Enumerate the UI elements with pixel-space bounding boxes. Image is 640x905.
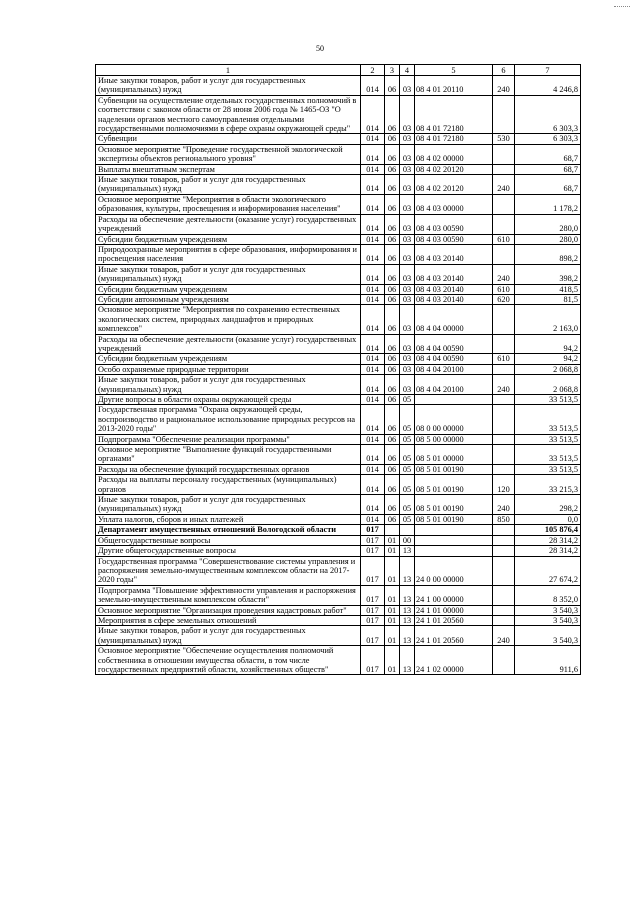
row-pr-cell: 13 (400, 615, 415, 625)
row-rz-cell (385, 525, 400, 535)
row-sum-cell: 33 513,5 (515, 464, 581, 474)
row-csr-cell: 08 5 01 00000 (415, 445, 493, 465)
row-sum-cell: 418,5 (515, 284, 581, 294)
table-row (96, 605, 581, 615)
table-row (96, 434, 581, 444)
row-vr-cell (493, 194, 515, 214)
row-name-cell: Расходы на выплаты персоналу государственных (муниципальных) органов (96, 475, 361, 495)
row-sum-cell: 0,0 (515, 514, 581, 524)
row-name-cell: Подпрограмма "Обеспечение реализации программы" (96, 434, 361, 444)
row-pr-cell: 03 (400, 375, 415, 395)
row-name-cell: Государственная программа "Совершенствование системы управления и распоряжения земельно-имущественным комплексом области на 2017-2020 годы" (96, 556, 361, 585)
row-rz-cell: 06 (385, 305, 400, 334)
row-name-cell: Основное мероприятие "Выполнение функций государственными органами" (96, 445, 361, 465)
row-pr-cell: 13 (400, 546, 415, 556)
row-grbs-cell: 014 (361, 194, 385, 214)
row-csr-cell: 08 4 04 20100 (415, 375, 493, 395)
row-rz-cell: 06 (385, 364, 400, 374)
row-csr-cell: 08 4 02 00000 (415, 144, 493, 164)
row-grbs-cell: 014 (361, 144, 385, 164)
table-row (96, 334, 581, 354)
table-row (96, 556, 581, 585)
row-vr-cell (493, 464, 515, 474)
row-grbs-cell: 014 (361, 405, 385, 434)
row-grbs-cell: 017 (361, 535, 385, 545)
row-grbs-cell: 014 (361, 134, 385, 144)
row-grbs-cell: 014 (361, 354, 385, 364)
row-sum-cell: 68,7 (515, 164, 581, 174)
row-vr-cell (493, 434, 515, 444)
row-rz-cell: 06 (385, 334, 400, 354)
row-csr-cell: 08 5 01 00190 (415, 475, 493, 495)
table-row (96, 144, 581, 164)
row-grbs-cell: 014 (361, 284, 385, 294)
row-pr-cell: 03 (400, 244, 415, 264)
table-row (96, 395, 581, 405)
row-pr-cell: 03 (400, 164, 415, 174)
row-pr-cell: 05 (400, 395, 415, 405)
row-name-cell: Природоохранные мероприятия в сфере образования, информирования и просвещения населения (96, 244, 361, 264)
row-pr-cell: 05 (400, 445, 415, 465)
row-csr-cell: 08 5 01 00190 (415, 495, 493, 515)
row-rz-cell: 06 (385, 375, 400, 395)
row-name-cell: Субсидии бюджетным учреждениям (96, 284, 361, 294)
row-name-cell: Подпрограмма "Повышение эффективности управления и распоряжения земельно-имущественным комплексом области" (96, 585, 361, 605)
row-pr-cell: 03 (400, 364, 415, 374)
table-row (96, 164, 581, 174)
row-vr-cell: 620 (493, 294, 515, 304)
row-rz-cell: 06 (385, 214, 400, 234)
row-csr-cell: 24 1 01 00000 (415, 605, 493, 615)
row-sum-cell: 1 178,2 (515, 194, 581, 214)
row-pr-cell: 13 (400, 605, 415, 615)
row-sum-cell: 3 540,3 (515, 615, 581, 625)
row-grbs-cell: 014 (361, 244, 385, 264)
row-csr-cell: 08 4 03 00000 (415, 194, 493, 214)
row-sum-cell: 94,2 (515, 334, 581, 354)
row-grbs-cell: 014 (361, 164, 385, 174)
row-rz-cell: 01 (385, 546, 400, 556)
row-sum-cell: 6 303,3 (515, 134, 581, 144)
header-name: 1 (96, 65, 361, 76)
row-pr-cell: 03 (400, 284, 415, 294)
row-pr-cell: 13 (400, 646, 415, 675)
row-pr-cell: 00 (400, 535, 415, 545)
table-row (96, 214, 581, 234)
row-sum-cell: 68,7 (515, 144, 581, 164)
row-pr-cell: 03 (400, 144, 415, 164)
row-vr-cell: 120 (493, 475, 515, 495)
row-vr-cell (493, 445, 515, 465)
row-rz-cell: 06 (385, 284, 400, 294)
row-rz-cell: 01 (385, 626, 400, 646)
row-grbs-cell: 014 (361, 234, 385, 244)
row-csr-cell: 08 4 01 72180 (415, 95, 493, 134)
row-vr-cell (493, 144, 515, 164)
row-sum-cell: 911,6 (515, 646, 581, 675)
row-pr-cell: 05 (400, 514, 415, 524)
row-csr-cell: 24 1 02 00000 (415, 646, 493, 675)
table-row (96, 76, 581, 96)
row-name-cell: Иные закупки товаров, работ и услуг для государственных (муниципальных) нужд (96, 264, 361, 284)
row-pr-cell: 03 (400, 334, 415, 354)
row-csr-cell: 08 4 02 20120 (415, 164, 493, 174)
row-vr-cell (493, 395, 515, 405)
table-row (96, 194, 581, 214)
row-sum-cell: 33 215,3 (515, 475, 581, 495)
row-sum-cell: 4 246,8 (515, 76, 581, 96)
table-row (96, 95, 581, 134)
row-grbs-cell: 014 (361, 214, 385, 234)
row-vr-cell: 610 (493, 284, 515, 294)
header-grbs: 2 (361, 65, 385, 76)
row-pr-cell: 03 (400, 76, 415, 96)
row-rz-cell: 06 (385, 354, 400, 364)
row-sum-cell: 298,2 (515, 495, 581, 515)
row-name-cell: Иные закупки товаров, работ и услуг для государственных (муниципальных) нужд (96, 495, 361, 515)
row-grbs-cell: 017 (361, 525, 385, 535)
row-csr-cell: 08 5 00 00000 (415, 434, 493, 444)
row-name-cell: Иные закупки товаров, работ и услуг для государственных (муниципальных) нужд (96, 375, 361, 395)
row-vr-cell (493, 95, 515, 134)
row-name-cell: Иные закупки товаров, работ и услуг для государственных (муниципальных) нужд (96, 76, 361, 96)
table-header-row (96, 65, 581, 76)
row-sum-cell: 3 540,3 (515, 626, 581, 646)
row-rz-cell: 06 (385, 175, 400, 195)
table-row (96, 615, 581, 625)
table-row (96, 546, 581, 556)
row-rz-cell: 01 (385, 646, 400, 675)
table-row (96, 234, 581, 244)
row-grbs-cell: 014 (361, 464, 385, 474)
row-csr-cell (415, 546, 493, 556)
row-sum-cell: 33 513,5 (515, 434, 581, 444)
table-row (96, 364, 581, 374)
table-row (96, 535, 581, 545)
row-name-cell: Расходы на обеспечение функций государственных органов (96, 464, 361, 474)
row-pr-cell: 03 (400, 305, 415, 334)
row-rz-cell: 06 (385, 164, 400, 174)
row-vr-cell (493, 615, 515, 625)
table-row (96, 405, 581, 434)
row-name-cell: Иные закупки товаров, работ и услуг для государственных (муниципальных) нужд (96, 626, 361, 646)
row-grbs-cell: 014 (361, 264, 385, 284)
row-grbs-cell: 017 (361, 546, 385, 556)
row-pr-cell: 03 (400, 264, 415, 284)
row-csr-cell: 08 4 02 20120 (415, 175, 493, 195)
header-rz: 3 (385, 65, 400, 76)
scan-corner-mark (614, 6, 630, 11)
row-vr-cell (493, 214, 515, 234)
row-csr-cell: 08 5 01 00190 (415, 514, 493, 524)
header-csr: 5 (415, 65, 493, 76)
row-pr-cell: 03 (400, 175, 415, 195)
row-pr-cell: 03 (400, 294, 415, 304)
table-row (96, 626, 581, 646)
row-rz-cell: 06 (385, 194, 400, 214)
table-row (96, 646, 581, 675)
row-csr-cell: 08 4 04 00000 (415, 305, 493, 334)
row-vr-cell: 850 (493, 514, 515, 524)
row-pr-cell: 03 (400, 134, 415, 144)
row-pr-cell: 05 (400, 405, 415, 434)
row-grbs-cell: 014 (361, 334, 385, 354)
table-row (96, 475, 581, 495)
row-grbs-cell: 017 (361, 585, 385, 605)
row-sum-cell: 2 068,8 (515, 375, 581, 395)
row-sum-cell: 280,0 (515, 214, 581, 234)
row-name-cell: Другие общегосударственные вопросы (96, 546, 361, 556)
row-grbs-cell: 014 (361, 434, 385, 444)
row-name-cell: Общегосударственные вопросы (96, 535, 361, 545)
row-name-cell: Основное мероприятие "Проведение государственной экологической экспертизы объектов регионального уровня" (96, 144, 361, 164)
row-grbs-cell: 017 (361, 556, 385, 585)
row-csr-cell: 08 4 03 00590 (415, 234, 493, 244)
row-csr-cell: 08 4 03 20140 (415, 264, 493, 284)
row-csr-cell: 08 4 03 20140 (415, 284, 493, 294)
row-rz-cell: 01 (385, 605, 400, 615)
row-vr-cell (493, 164, 515, 174)
row-rz-cell: 06 (385, 95, 400, 134)
row-sum-cell: 68,7 (515, 175, 581, 195)
row-rz-cell: 06 (385, 244, 400, 264)
table-row (96, 175, 581, 195)
header-vr: 6 (493, 65, 515, 76)
row-sum-cell: 28 314,2 (515, 546, 581, 556)
row-sum-cell: 398,2 (515, 264, 581, 284)
row-sum-cell: 898,2 (515, 244, 581, 264)
table-body (96, 76, 581, 675)
header-sum: 7 (515, 65, 581, 76)
row-name-cell: Субвенции (96, 134, 361, 144)
row-pr-cell: 13 (400, 585, 415, 605)
row-rz-cell: 06 (385, 294, 400, 304)
row-csr-cell: 08 0 00 00000 (415, 405, 493, 434)
row-name-cell: Расходы на обеспечение деятельности (оказание услуг) государственных учреждений (96, 214, 361, 234)
row-csr-cell (415, 525, 493, 535)
row-vr-cell: 530 (493, 134, 515, 144)
budget-table (95, 64, 581, 675)
row-vr-cell (493, 585, 515, 605)
row-pr-cell: 03 (400, 234, 415, 244)
row-vr-cell (493, 525, 515, 535)
table-row (96, 294, 581, 304)
row-csr-cell: 08 4 03 00590 (415, 214, 493, 234)
table-row (96, 305, 581, 334)
row-vr-cell: 610 (493, 354, 515, 364)
row-csr-cell: 08 4 01 72180 (415, 134, 493, 144)
table-row (96, 264, 581, 284)
table-row (96, 354, 581, 364)
row-sum-cell: 94,2 (515, 354, 581, 364)
table-row (96, 585, 581, 605)
row-rz-cell: 06 (385, 464, 400, 474)
row-csr-cell (415, 535, 493, 545)
row-rz-cell: 06 (385, 445, 400, 465)
row-vr-cell (493, 646, 515, 675)
row-grbs-cell: 014 (361, 95, 385, 134)
row-csr-cell: 24 1 01 20560 (415, 626, 493, 646)
row-grbs-cell: 014 (361, 395, 385, 405)
row-vr-cell (493, 535, 515, 545)
row-vr-cell (493, 334, 515, 354)
row-name-cell: Особо охраняемые природные территории (96, 364, 361, 374)
row-rz-cell: 06 (385, 76, 400, 96)
row-vr-cell: 610 (493, 234, 515, 244)
row-rz-cell: 06 (385, 514, 400, 524)
row-grbs-cell: 014 (361, 294, 385, 304)
row-grbs-cell: 014 (361, 76, 385, 96)
row-name-cell: Основное мероприятие "Мероприятия по сохранению естественных экологических систем, природных ландшафтов и природных комплексов" (96, 305, 361, 334)
row-grbs-cell: 014 (361, 514, 385, 524)
row-sum-cell: 33 513,5 (515, 445, 581, 465)
row-vr-cell: 240 (493, 626, 515, 646)
row-csr-cell: 08 4 03 20140 (415, 294, 493, 304)
row-rz-cell: 01 (385, 585, 400, 605)
row-vr-cell (493, 556, 515, 585)
row-name-cell: Мероприятия в сфере земельных отношений (96, 615, 361, 625)
table-row (96, 134, 581, 144)
row-name-cell: Другие вопросы в области охраны окружающей среды (96, 395, 361, 405)
row-vr-cell (493, 546, 515, 556)
row-csr-cell: 08 4 01 20110 (415, 76, 493, 96)
row-pr-cell: 03 (400, 214, 415, 234)
row-csr-cell: 08 4 04 20100 (415, 364, 493, 374)
row-grbs-cell: 017 (361, 605, 385, 615)
row-sum-cell: 2 068,8 (515, 364, 581, 374)
row-name-cell: Субвенции на осуществление отдельных государственных полномочий в соответствии с законом области от 28 июня 2006 года № 1465-ОЗ "О наделении органов местного самоуправления отдельными государственными полномочиями в сфере охраны окружающей среды" (96, 95, 361, 134)
row-pr-cell: 03 (400, 194, 415, 214)
table-row (96, 495, 581, 515)
row-sum-cell: 3 540,3 (515, 605, 581, 615)
header-pr: 4 (400, 65, 415, 76)
row-sum-cell: 27 674,2 (515, 556, 581, 585)
row-vr-cell: 240 (493, 76, 515, 96)
row-name-cell: Субсидии бюджетным учреждениям (96, 234, 361, 244)
row-rz-cell: 01 (385, 615, 400, 625)
row-vr-cell (493, 405, 515, 434)
row-name-cell: Расходы на обеспечение деятельности (оказание услуг) государственных учреждений (96, 334, 361, 354)
row-name-cell: Субсидии автономным учреждениям (96, 294, 361, 304)
row-rz-cell: 01 (385, 535, 400, 545)
table-row (96, 525, 581, 535)
row-rz-cell: 06 (385, 134, 400, 144)
row-grbs-cell: 017 (361, 615, 385, 625)
row-sum-cell: 33 513,5 (515, 405, 581, 434)
row-rz-cell: 06 (385, 144, 400, 164)
table-row (96, 445, 581, 465)
row-name-cell: Государственная программа "Охрана окружающей среды, воспроизводство и рациональное использование природных ресурсов на 2013-2020 годы" (96, 405, 361, 434)
row-rz-cell: 06 (385, 264, 400, 284)
row-grbs-cell: 014 (361, 364, 385, 374)
row-grbs-cell: 017 (361, 646, 385, 675)
row-grbs-cell: 014 (361, 475, 385, 495)
row-sum-cell: 33 513,5 (515, 395, 581, 405)
row-rz-cell: 06 (385, 234, 400, 244)
row-vr-cell (493, 244, 515, 264)
row-grbs-cell: 014 (361, 495, 385, 515)
row-name-cell: Департамент имущественных отношений Вологодской области (96, 525, 361, 535)
table-row (96, 464, 581, 474)
table-row (96, 284, 581, 294)
row-vr-cell (493, 605, 515, 615)
row-pr-cell: 03 (400, 95, 415, 134)
row-rz-cell: 06 (385, 434, 400, 444)
row-pr-cell: 03 (400, 354, 415, 364)
row-rz-cell: 06 (385, 405, 400, 434)
row-sum-cell: 81,5 (515, 294, 581, 304)
row-name-cell: Уплата налогов, сборов и иных платежей (96, 514, 361, 524)
row-pr-cell: 05 (400, 475, 415, 495)
row-rz-cell: 06 (385, 395, 400, 405)
row-grbs-cell: 014 (361, 175, 385, 195)
row-csr-cell: 08 4 03 20140 (415, 244, 493, 264)
row-grbs-cell: 014 (361, 445, 385, 465)
table-row (96, 514, 581, 524)
row-csr-cell: 08 4 04 00590 (415, 354, 493, 364)
row-csr-cell: 24 0 00 00000 (415, 556, 493, 585)
row-name-cell: Выплаты внештатным экспертам (96, 164, 361, 174)
row-sum-cell: 8 352,0 (515, 585, 581, 605)
row-csr-cell: 24 1 00 00000 (415, 585, 493, 605)
row-rz-cell: 06 (385, 495, 400, 515)
table-row (96, 375, 581, 395)
row-name-cell: Основное мероприятие "Организация проведения кадастровых работ" (96, 605, 361, 615)
row-pr-cell: 05 (400, 434, 415, 444)
row-grbs-cell: 017 (361, 626, 385, 646)
row-pr-cell: 05 (400, 495, 415, 515)
row-vr-cell (493, 364, 515, 374)
row-name-cell: Основное мероприятие "Мероприятия в области экологического образования, культуры, просвещения и информирования населения" (96, 194, 361, 214)
row-sum-cell: 28 314,2 (515, 535, 581, 545)
row-csr-cell: 08 5 01 00190 (415, 464, 493, 474)
table-row (96, 244, 581, 264)
row-name-cell: Субсидии бюджетным учреждениям (96, 354, 361, 364)
row-pr-cell: 13 (400, 626, 415, 646)
row-name-cell: Основное мероприятие "Обеспечение осуществления полномочий собственника в отношении имущества области, в том числе государственных предприятий области, хозяйственных обществ" (96, 646, 361, 675)
row-pr-cell: 13 (400, 556, 415, 585)
row-sum-cell: 2 163,0 (515, 305, 581, 334)
row-grbs-cell: 014 (361, 375, 385, 395)
row-grbs-cell: 014 (361, 305, 385, 334)
page-number: 50 (316, 44, 324, 53)
row-vr-cell (493, 305, 515, 334)
row-sum-cell: 280,0 (515, 234, 581, 244)
row-sum-cell: 105 876,4 (515, 525, 581, 535)
row-vr-cell: 240 (493, 264, 515, 284)
row-pr-cell (400, 525, 415, 535)
row-vr-cell: 240 (493, 375, 515, 395)
row-csr-cell (415, 395, 493, 405)
row-rz-cell: 01 (385, 556, 400, 585)
row-pr-cell: 05 (400, 464, 415, 474)
row-csr-cell: 08 4 04 00590 (415, 334, 493, 354)
row-vr-cell: 240 (493, 495, 515, 515)
row-sum-cell: 6 303,3 (515, 95, 581, 134)
row-name-cell: Иные закупки товаров, работ и услуг для государственных (муниципальных) нужд (96, 175, 361, 195)
row-csr-cell: 24 1 01 20560 (415, 615, 493, 625)
row-rz-cell: 06 (385, 475, 400, 495)
row-vr-cell: 240 (493, 175, 515, 195)
